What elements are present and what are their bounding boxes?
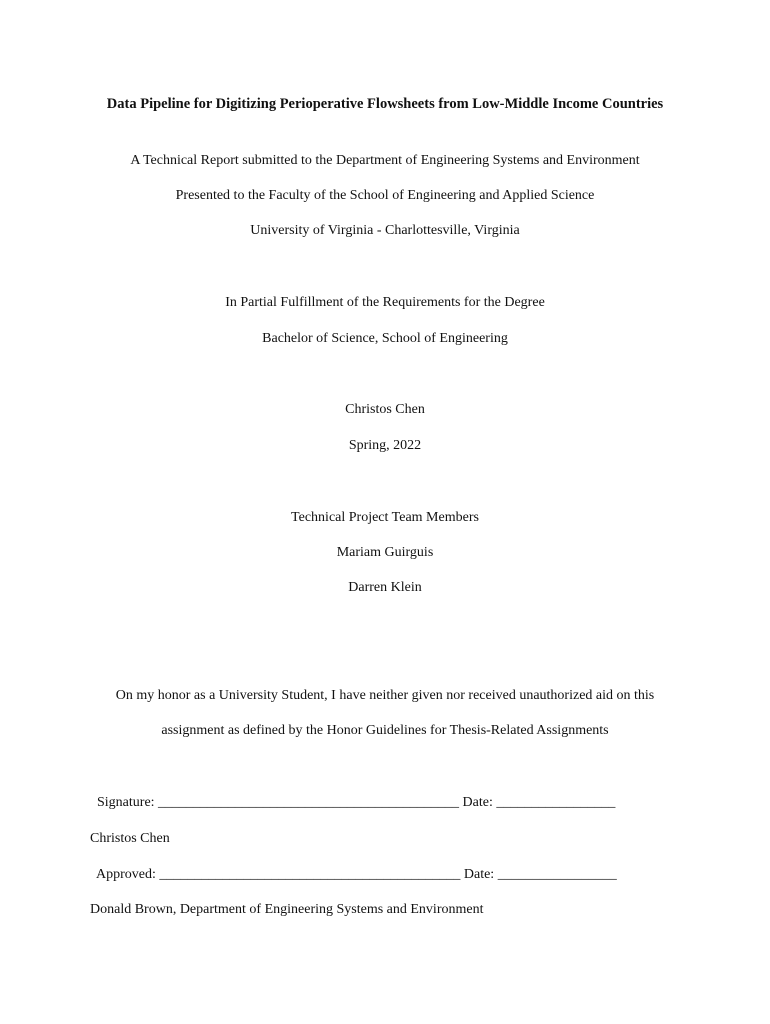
author-name: Christos Chen [345, 402, 425, 417]
university-line: University of Virginia - Charlottesville, Virginia [250, 223, 520, 238]
signature-line: Signature: ___________________________________________ Date: _________________ [97, 795, 616, 810]
approval-line: Approved: ___________________________________________ Date: _________________ [96, 867, 617, 882]
fulfillment-line: In Partial Fulfillment of the Requirements for the Degree [225, 295, 545, 310]
honor-pledge-line-2: assignment as defined by the Honor Guidelines for Thesis-Related Assignments [161, 723, 609, 738]
term: Spring, 2022 [348, 438, 422, 453]
team-heading: Technical Project Team Members [291, 510, 479, 525]
document-title: Data Pipeline for Digitizing Perioperative Flowsheets from Low-Middle Income Countries [106, 96, 664, 112]
team-member: Mariam Guirguis [336, 545, 434, 560]
signer-name: Christos Chen [90, 831, 170, 846]
approver-name: Donald Brown, Department of Engineering Systems and Environment [90, 902, 484, 917]
honor-pledge-line-1: On my honor as a University Student, I have neither given nor received unauthorized aid on this [115, 688, 655, 703]
report-submission-line: A Technical Report submitted to the Department of Engineering Systems and Environment [130, 153, 640, 168]
degree-line: Bachelor of Science, School of Engineering [262, 331, 508, 346]
presented-line: Presented to the Faculty of the School of Engineering and Applied Science [175, 188, 595, 203]
team-member: Darren Klein [348, 580, 422, 595]
